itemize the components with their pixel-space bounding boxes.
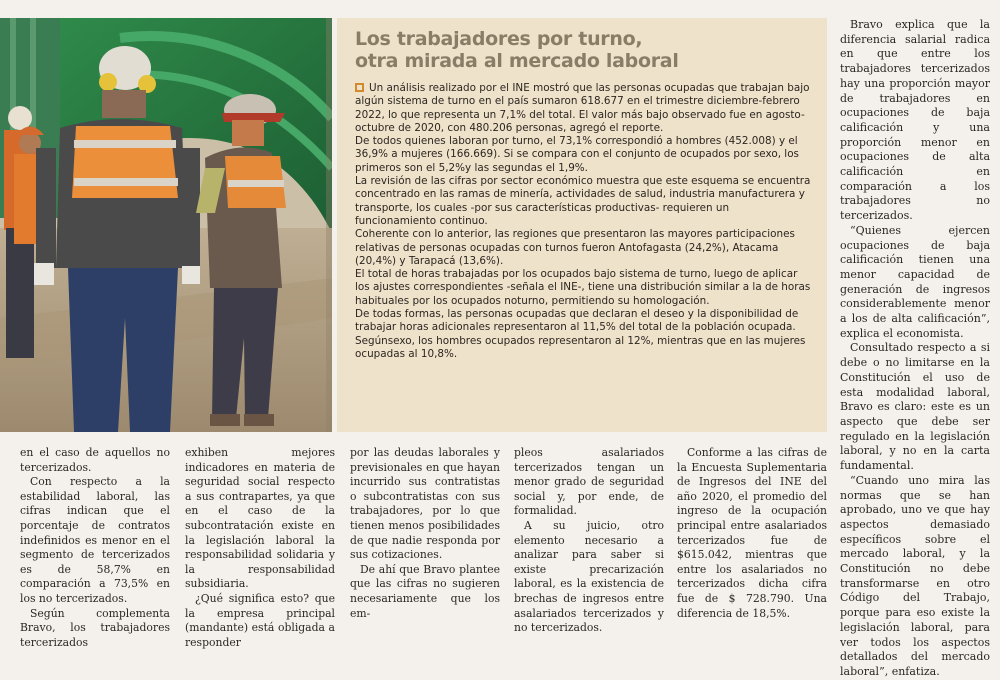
box-paragraph: El total de horas trabajadas por los ocupados bajo sistema de turno, luego de aplicar los ajustes correspondientes -señala el INE-, tiene una distribución similar a la de horas habituales por los ocupados noturno, permitiendo su homologación. xyxy=(355,268,811,307)
box-paragraph: De todos quienes laboran por turno, el 73,1% correspondió a hombres (452.008) y el 36,9% a mujeres (166.669). Si se compara con el conjunto de ocupados por sexo, los primeros son el 5,2%y las segundas el 1,9%. xyxy=(355,135,799,174)
mining-workers-photo xyxy=(0,18,332,432)
column-paragraph: por las deudas laborales y previsionales en que hayan incurrido sus contratistas o subcontratistas con sus trabajadores, por lo que tienen menos posibilidades de que nadie responda por sus cotizaciones. xyxy=(350,446,500,562)
column-paragraph: “Quienes ejercen ocupaciones de baja calificación tienen una menor capacidad de generación de ingresos considerablemente menor a los de alta calificación”, explica el economista. xyxy=(840,223,990,340)
column-paragraph: en el caso de aquellos no tercerizados. xyxy=(20,446,170,474)
column-paragraph: Consultado respecto a si debe o no limitarse en la Constitución el uso de esta modalidad laboral, Bravo es claro: este es un aspecto que debe ser regulado en la legislación laboral, y no en la carta fundamental. xyxy=(840,341,990,473)
square-bullet-icon xyxy=(355,83,364,92)
box-title xyxy=(355,28,813,72)
photo-illustration xyxy=(0,18,332,432)
column-paragraph: De ahí que Bravo plantee que las cifras no sugieren necesariamente que los em- xyxy=(350,562,500,620)
info-box xyxy=(337,18,827,432)
column-paragraph: Con respecto a la estabilidad laboral, las cifras indican que el porcentaje de contratos indefinidos es menor en el segmento de tercerizados es de 58,7% en comparación a 73,5% en los no tercerizados. xyxy=(20,475,170,605)
column-paragraph: A su juicio, otro elemento necesario a analizar para saber si existe precarización laboral, es la existencia de brechas de ingresos entre asalariados tercerizados y no tercerizados. xyxy=(514,518,664,635)
article-column-3 xyxy=(350,446,500,621)
box-paragraph: Segúnsexo, los hombres ocupados representaron al 12%, mientras que en las mujeres ocupadas al 10,8%. xyxy=(355,334,806,360)
column-paragraph: pleos asalariados tercerizados tengan un menor grado de seguridad social y, por ende, de formalidad. xyxy=(514,446,664,518)
box-paragraph: La revisión de las cifras por sector económico muestra que este esquema se encuentra concentrado en las ramas de minería, actividades de salud, industria manufacturera y transporte, los cuales -por sus características productivas- requieren un funcionamiento continuo. xyxy=(355,175,811,227)
column-paragraph: exhiben mejores indicadores en materia de seguridad social respecto a sus contrapartes, ya que en el caso de la subcontratación existe en la legislación laboral la responsabilidad solidaria y la responsabilidad subsidiaria. xyxy=(185,446,335,591)
column-paragraph: ¿Qué significa esto? que la empresa principal (mandante) está obligada a responder xyxy=(185,591,335,649)
column-paragraph: “Cuando uno mira las normas que se han aprobado, uno ve que hay aspectos demasiado específicos sobre el mercado laboral, y la Constitución no debe transformarse en otro Código del Trabajo, porque para eso existe la legislación laboral, para ver todos los aspectos detallados del mercado laboral”, enfatiza. xyxy=(840,473,990,678)
box-title-line1: Los trabajadores por turno, xyxy=(355,28,643,50)
column-paragraph: Bravo explica que la diferencia salarial radica en que entre los trabajadores tercerizados hay una proporción mayor de trabajadores en ocupaciones de baja calificación y una proporción menor en ocupaciones de alta calificación en comparación a los trabajadores no tercerizados. xyxy=(840,18,990,223)
box-title-line2: otra mirada al mercado laboral xyxy=(355,50,679,72)
right-article-column xyxy=(840,18,990,680)
box-paragraph xyxy=(355,82,813,135)
column-paragraph: Conforme a las cifras de la Encuesta Suplementaria de Ingresos del INE del año 2020, el promedio del ingreso de la ocupación principal entre asalariados tercerizados fue de $615.042, mientras que entre los asalariados no tercerizados dicha cifra fue de $ 728.790. Una diferencia de 18,5%. xyxy=(677,446,827,620)
article-column-5 xyxy=(677,446,827,621)
box-paragraph: De todas formas, las personas ocupadas que declaran el deseo y la disponibilidad de trabajar horas adicionales representaron al 11,5% del total de la población ocupada. xyxy=(355,308,799,334)
box-paragraph-text: Un análisis realizado por el INE mostró que las personas ocupadas que trabajan bajo algún sistema de turno en el país sumaron 618.677 en el trimestre diciembre-febrero 2022, lo que representa un 7,1% del total. El valor más bajo observado fue en agosto-octubre de 2020, con 480.206 personas, agregó el reporte. xyxy=(355,82,810,134)
column-paragraph: Según complementa Bravo, los trabajadores tercerizados xyxy=(20,606,170,649)
box-paragraph: Coherente con lo anterior, las regiones que presentaron las mayores participaciones relativas de personas ocupadas con turnos fueron Antofagasta (24,2%), Atacama (20,4%) y Tarapacá (13,6%). xyxy=(355,228,795,267)
article-column-4 xyxy=(514,446,664,636)
